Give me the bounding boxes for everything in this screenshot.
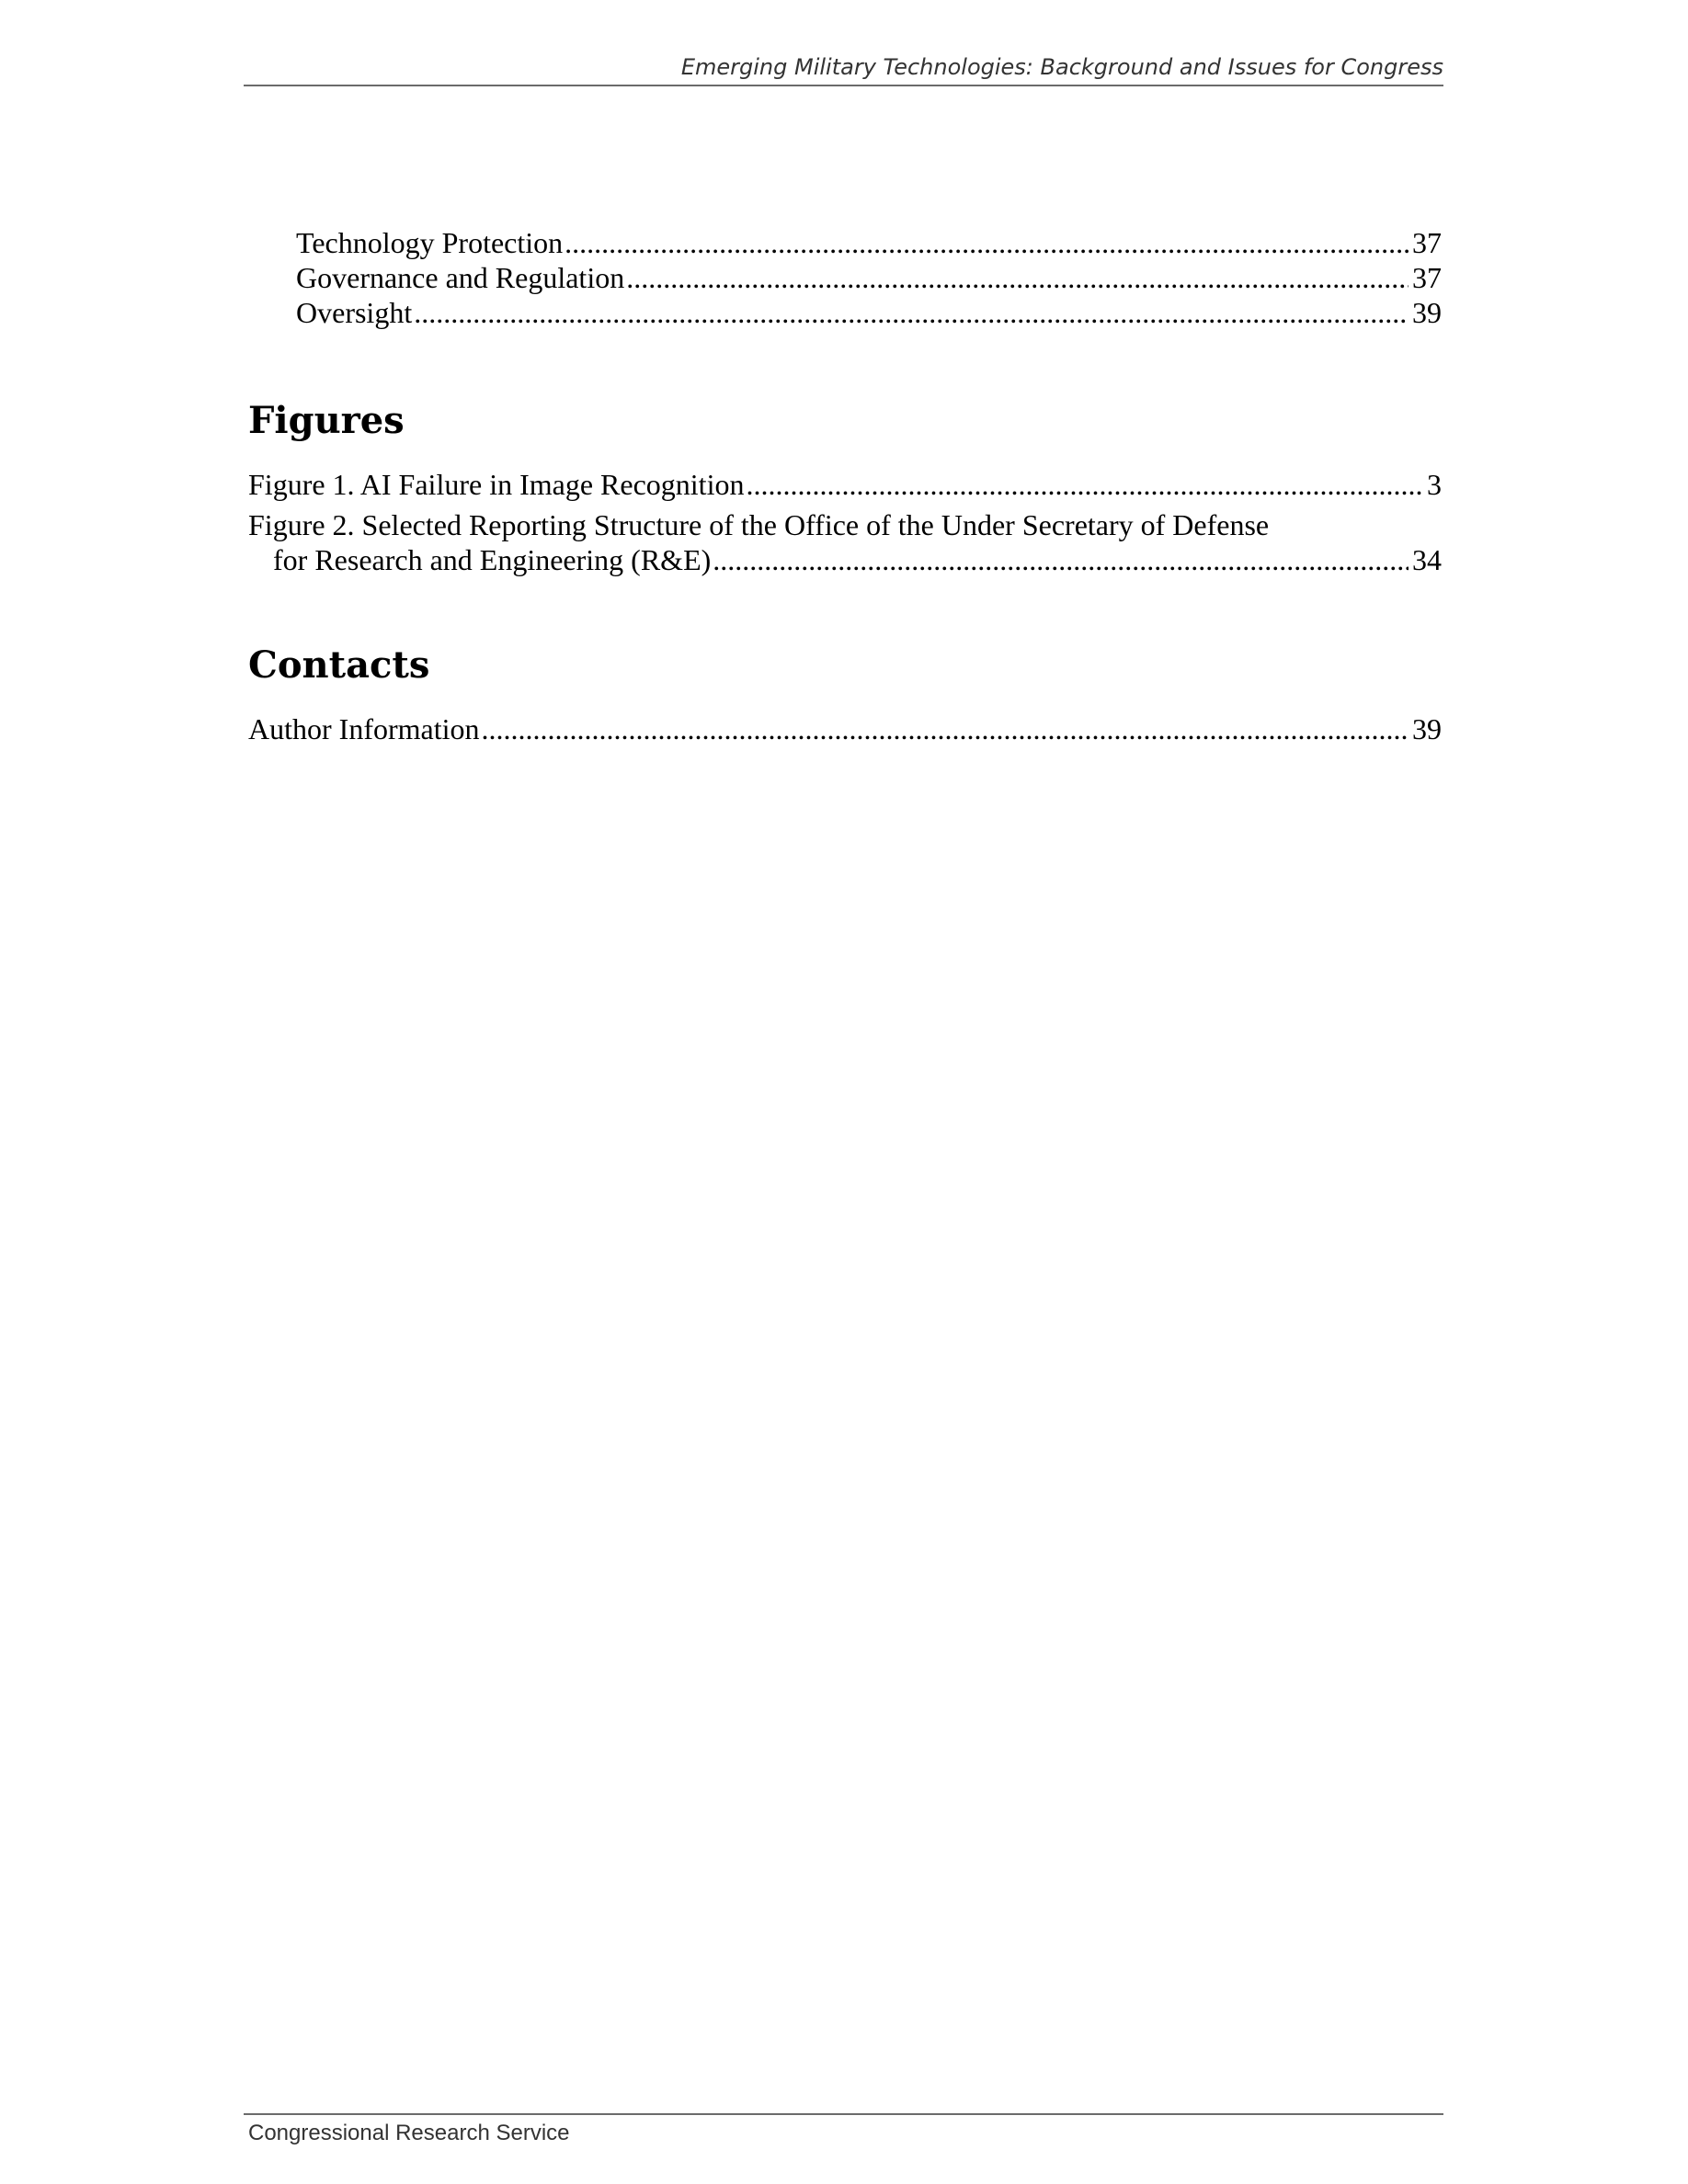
- toc-entry-label: Oversight: [296, 296, 413, 329]
- contacts-list: [248, 711, 1442, 746]
- toc-leader-dots: [482, 711, 1409, 746]
- toc-entry-page: 37: [1412, 226, 1442, 259]
- toc-entry-label-line-2-row: [248, 542, 1442, 577]
- toc-entry-label: Author Information: [248, 712, 480, 745]
- toc-entry-page: 34: [1412, 543, 1442, 576]
- contacts-heading: Contacts: [248, 643, 430, 687]
- toc-entry-page: 39: [1412, 712, 1442, 745]
- toc-entry-governance-and-regulation[interactable]: [248, 260, 1442, 295]
- toc-entry-label: Governance and Regulation: [296, 261, 625, 294]
- toc-entry-label-line-1: Figure 2. Selected Reporting Structure of the Office of the Under Secretary of Defense: [248, 508, 1270, 541]
- toc-entry-label: Technology Protection: [296, 226, 564, 259]
- toc-subsection-list: [248, 225, 1442, 330]
- toc-entry-label: Figure 1. AI Failure in Image Recognition: [248, 468, 745, 501]
- toc-leader-dots: [746, 467, 1423, 502]
- toc-entry-author-information[interactable]: [248, 711, 1442, 746]
- toc-leader-dots: [565, 225, 1409, 260]
- toc-entry-oversight[interactable]: [248, 295, 1442, 330]
- toc-leader-dots: [414, 295, 1409, 330]
- toc-leader-dots: [713, 542, 1409, 577]
- toc-entry-figure-1[interactable]: [248, 467, 1442, 502]
- toc-entry-technology-protection[interactable]: [248, 225, 1442, 260]
- running-header: [244, 53, 1443, 86]
- toc-entry-page: 3: [1427, 468, 1442, 501]
- running-footer: [244, 2113, 1443, 2146]
- toc-leader-dots: [626, 260, 1409, 295]
- toc-entry-page: 39: [1412, 296, 1442, 329]
- figures-heading: Figures: [248, 399, 405, 442]
- toc-entry-label: for Research and Engineering (R&E): [273, 543, 712, 576]
- toc-entry-page: 37: [1412, 261, 1442, 294]
- toc-entry-figure-2[interactable]: [248, 507, 1442, 577]
- running-footer-text: Congressional Research Service: [248, 2121, 570, 2145]
- running-header-title: Emerging Military Technologies: Background and Issues for Congress: [680, 54, 1443, 80]
- figures-list: [248, 467, 1442, 577]
